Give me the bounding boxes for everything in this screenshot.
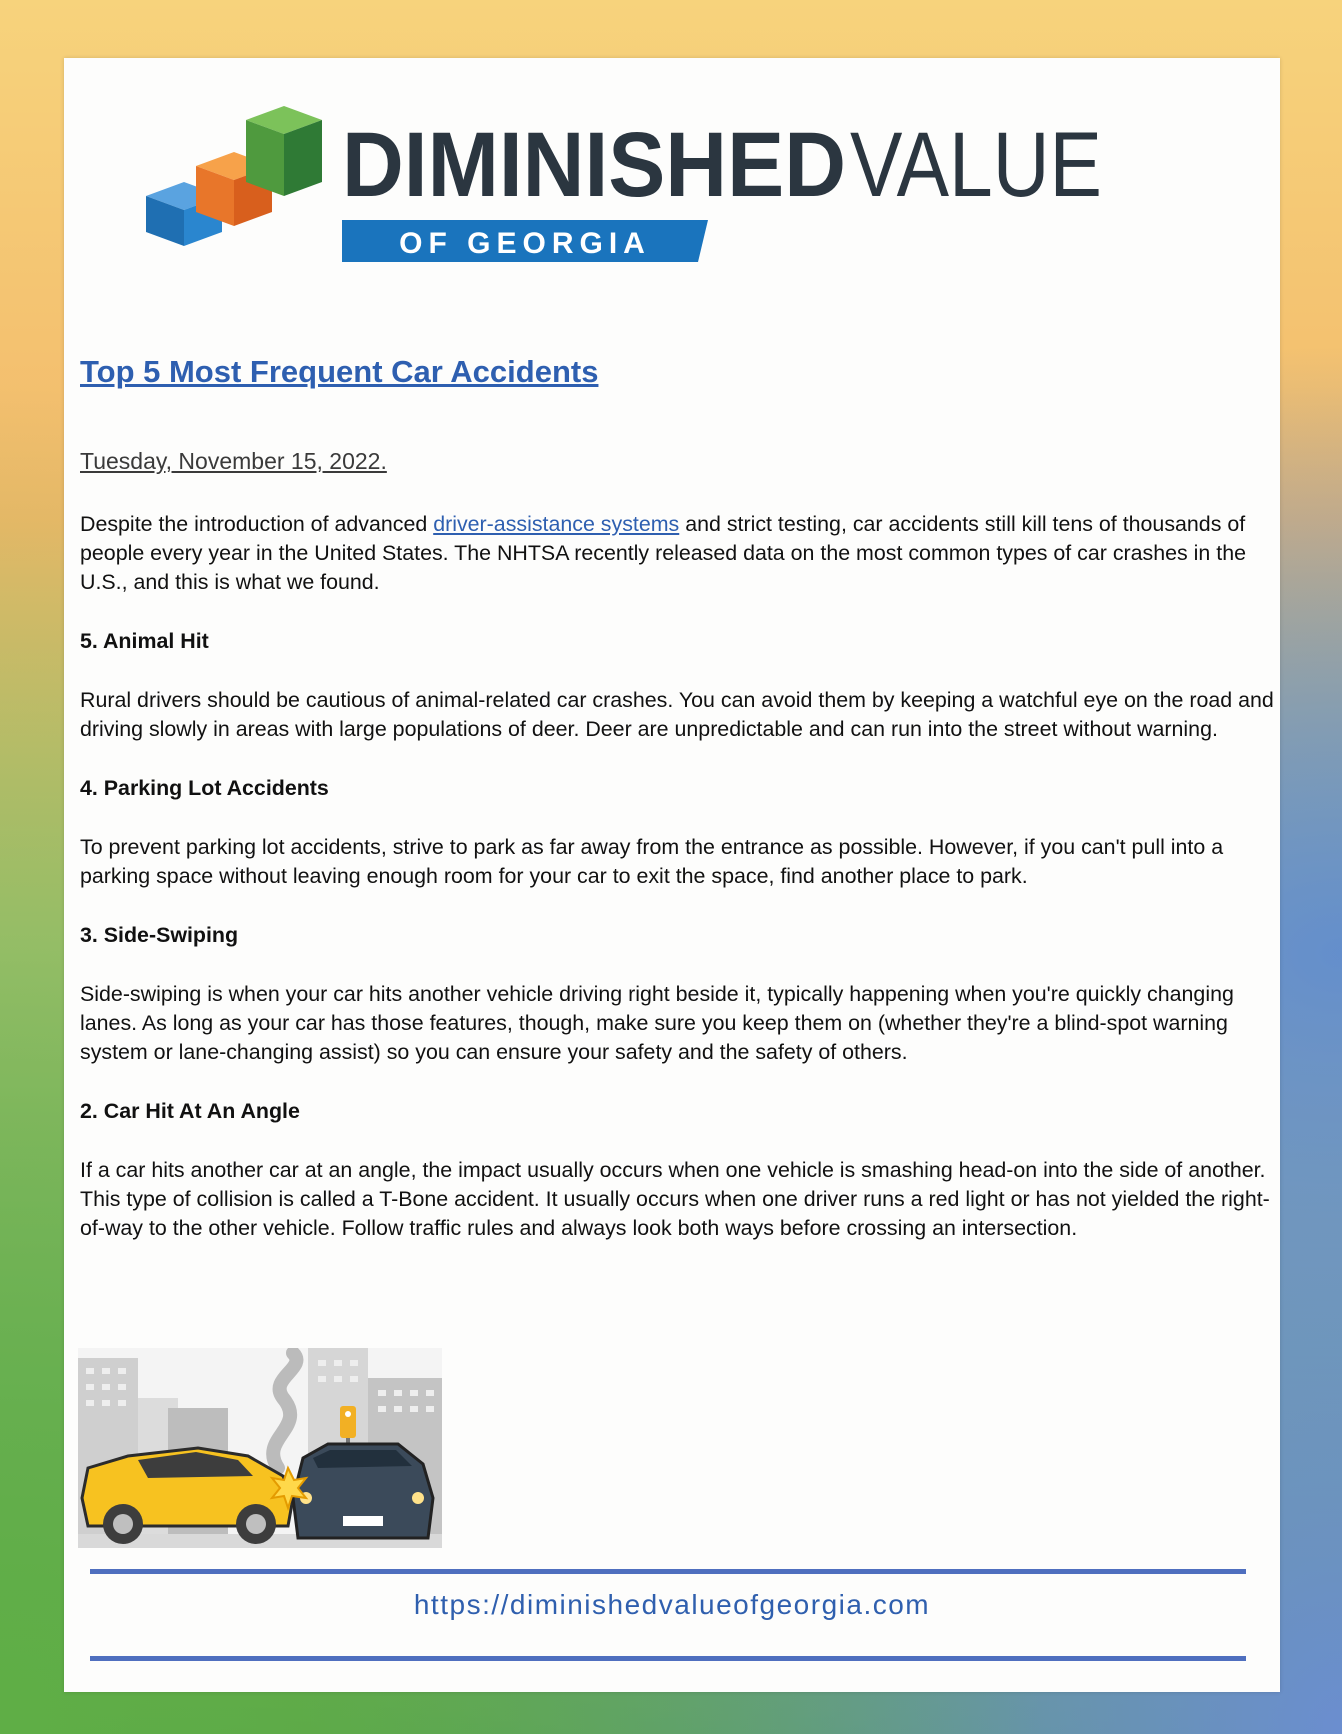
section-body: If a car hits another car at an angle, the impact usually occurs when one vehicle is smashing head-on into the side of another. This type of collision is called a T-Bone accident. It usually occurs when one driver runs a red light or has not yielded the right-of-way to the other vehicle. Follow traffic rules and always look both ways before crossing an intersection. <box>80 1158 1270 1240</box>
section-heading: 2. Car Hit At An Angle <box>80 1099 300 1123</box>
section-body: Side-swiping is when your car hits another vehicle driving right beside it, typically happening when you're quickly changing lanes. As long as your car has those features, though, make sure you keep them on (whether they're a blind-spot warning system or lane-changing assist) so you can ensure your safety and the safety of others. <box>80 982 1234 1064</box>
footer-rule-bottom <box>90 1656 1246 1661</box>
website-url[interactable]: https://diminishedvalueofgeorgia.com <box>413 1589 931 1620</box>
article-title[interactable]: Top 5 Most Frequent Car Accidents <box>80 354 599 389</box>
car-crash-illustration <box>78 1348 442 1548</box>
document-page <box>64 58 1280 1692</box>
logo-tagline: OF GEORGIA <box>399 227 651 260</box>
intro-paragraph: Despite the introduction of advanced driver-assistance systems and strict testing, car accidents still kill tens of thousands of people every year in the United States. The NHTSA recently released data on the most common types of car crashes in the U.S., and this is what we found. <box>80 512 1246 594</box>
logo-brand-light: VALUE <box>850 114 1102 216</box>
blocks-graphic <box>146 106 322 246</box>
company-logo <box>146 96 1206 276</box>
section-heading: 5. Animal Hit <box>80 629 209 653</box>
dark-car <box>293 1444 433 1538</box>
footer-rule-top <box>90 1569 1246 1574</box>
section-body: To prevent parking lot accidents, strive to park as far away from the entrance as possible. However, if you can't pull into a parking space without leaving enough room for your car to exit the space, find another place to park. <box>80 835 1224 888</box>
section-body: Rural drivers should be cautious of animal-related car crashes. You can avoid them by keeping a watchful eye on the road and driving slowly in areas with large populations of deer. Deer are unpredictable and can run into the street without warning. <box>80 688 1274 741</box>
section-heading: 3. Side-Swiping <box>80 923 239 947</box>
section-heading: 4. Parking Lot Accidents <box>80 776 329 800</box>
logo-brand-bold: DIMINISHED <box>342 114 846 216</box>
article-date: Tuesday, November 15, 2022. <box>80 448 387 474</box>
driver-assistance-link[interactable]: driver-assistance systems <box>433 512 680 536</box>
article-body <box>80 510 1280 1243</box>
